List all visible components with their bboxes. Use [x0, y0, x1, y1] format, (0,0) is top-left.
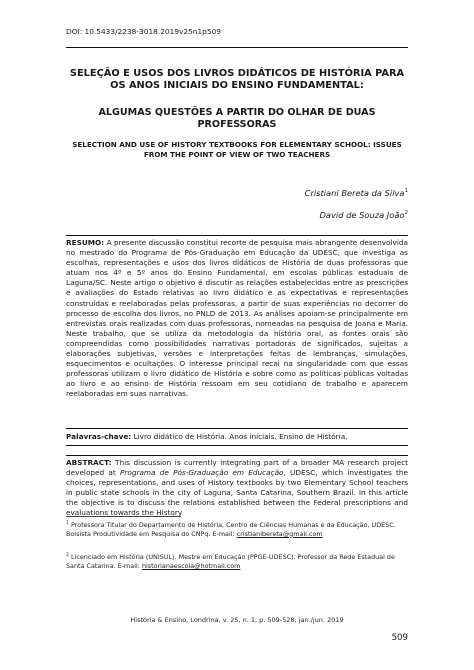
footnote-rule	[66, 516, 181, 517]
article-subtitle-pt: ALGUMAS QUESTÕES A PARTIR DO OLHAR DE DUAS PROFESSORAS	[98, 107, 376, 130]
author-1	[305, 188, 408, 198]
abstract-text-start: This discussion is currently integrating part of a broader MA research project developed at	[66, 458, 408, 478]
page-number: 509	[391, 633, 408, 643]
footnote-1-text: Professora Titular do Departamento de História, Centro de Ciências Humanas e da Educação, UDESC. Bolsista Produtividade em Pesquisa do CNPq. E-mail:	[66, 521, 396, 538]
resumo-block	[66, 235, 408, 400]
abstract-text-end: , UDESC, which investigates the choices, representations, and uses of History textbooks by two Elementary School teachers in public state schools in the city of Laguna, Santa Catarina, Southern Brazil. In this article the objective is to discuss the relations established between the Federal prescriptions and evaluations towards the History	[66, 468, 408, 518]
footnote-2-mark: 2	[66, 553, 69, 558]
footnote-2-email-link[interactable]: historianaescola@hotmail.com	[141, 561, 241, 570]
header-rule	[66, 47, 408, 48]
resumo-label: RESUMO:	[66, 238, 105, 247]
keywords-label: Palavras-chave:	[66, 432, 132, 441]
abstract-block	[66, 455, 408, 519]
article-title-en: SELECTION AND USE OF HISTORY TEXTBOOKS FOR ELEMENTARY SCHOOL: ISSUES FROM THE POINT OF VIEW OF TWO TEACHERS	[72, 140, 402, 160]
author-1-footnote-mark[interactable]: 1	[404, 188, 408, 195]
author-2-name: David de Souza João	[319, 210, 405, 220]
keywords-text: Livro didático de História. Anos iniciais. Ensino de História.	[133, 432, 348, 441]
footnote-2-text: Licenciado em História (UNISUL). Mestre em Educação (PPGE-UDESC). Professor da Rede Estadual de Santa Catarina. E-mail:	[66, 553, 395, 570]
footnote-2	[66, 552, 408, 570]
keywords-bottom-rule	[66, 445, 408, 446]
author-2	[320, 210, 408, 220]
resumo-text: A presente discussão constitui recorte de pesquisa mais abrangente desenvolvida no mestrado do Programa de Pós-Graduação em Educação da UDESC, que investiga as escolhas, representações e usos dos livros didáticos de História de duas professoras que atuam nos 4º e 5º anos do Ensino Fundamental, em escolas públicas estaduais de Laguna/SC. Neste artigo o objetivo é discutir as relações estabelecidas entre as prescrições e avaliações do Estado relativas ao livro didático e as expectativas e representações construídas e reelaboradas pelas professoras, a partir de suas experiências no decorrer do processo de escolha dos livros, no PNLD de 2013. As análises apoiam-se principalmente em entrevistas orais realizadas com duas professoras, nomeadas na pesquisa de Joana e Maria. Neste trabalho, que se utiliza da metodologia da história oral, as fontes orais são compreendidas como possibilidades narrativas portadoras de significados, sujeitas a elaborações subjetivas, versões e interpretações feitas de lembranças, simulações, esquecimentos e ocultações. O interesse principal recai na singularidade com que essas professoras utilizam o livro didático de História e sobre como as políticas públicas voltadas ao livro e ao ensino de História ressoam em seu cotidiano de trabalho e aparecem reelaboradas em suas narrativas.	[66, 238, 408, 399]
doi-header: DOI: 10.5433/2238-3018.2019v25n1p509	[66, 27, 221, 36]
keywords-block	[66, 432, 408, 442]
footnote-1-mark: 1	[66, 521, 69, 526]
author-1-name: Cristiani Bereta da Silva	[304, 188, 405, 198]
resumo-bottom-rule	[66, 428, 408, 429]
footnote-1	[66, 520, 408, 538]
footnote-1-email-link[interactable]: cristianibereta@gmail.com	[236, 529, 323, 538]
author-2-footnote-mark[interactable]: 2	[404, 210, 408, 217]
journal-footer: História & Ensino, Londrina, v. 25, n. 1, p. 509-528, jan./jun. 2019	[130, 616, 344, 624]
abstract-label: ABSTRACT:	[66, 458, 112, 467]
abstract-program-name: Programa de Pós-Graduação em Educação	[119, 468, 284, 478]
article-title-pt: SELEÇÃO E USOS DOS LIVROS DIDÁTICOS DE HISTÓRIA PARA OS ANOS INICIAIS DO ENSINO FUNDAMENTAL:	[69, 68, 405, 92]
